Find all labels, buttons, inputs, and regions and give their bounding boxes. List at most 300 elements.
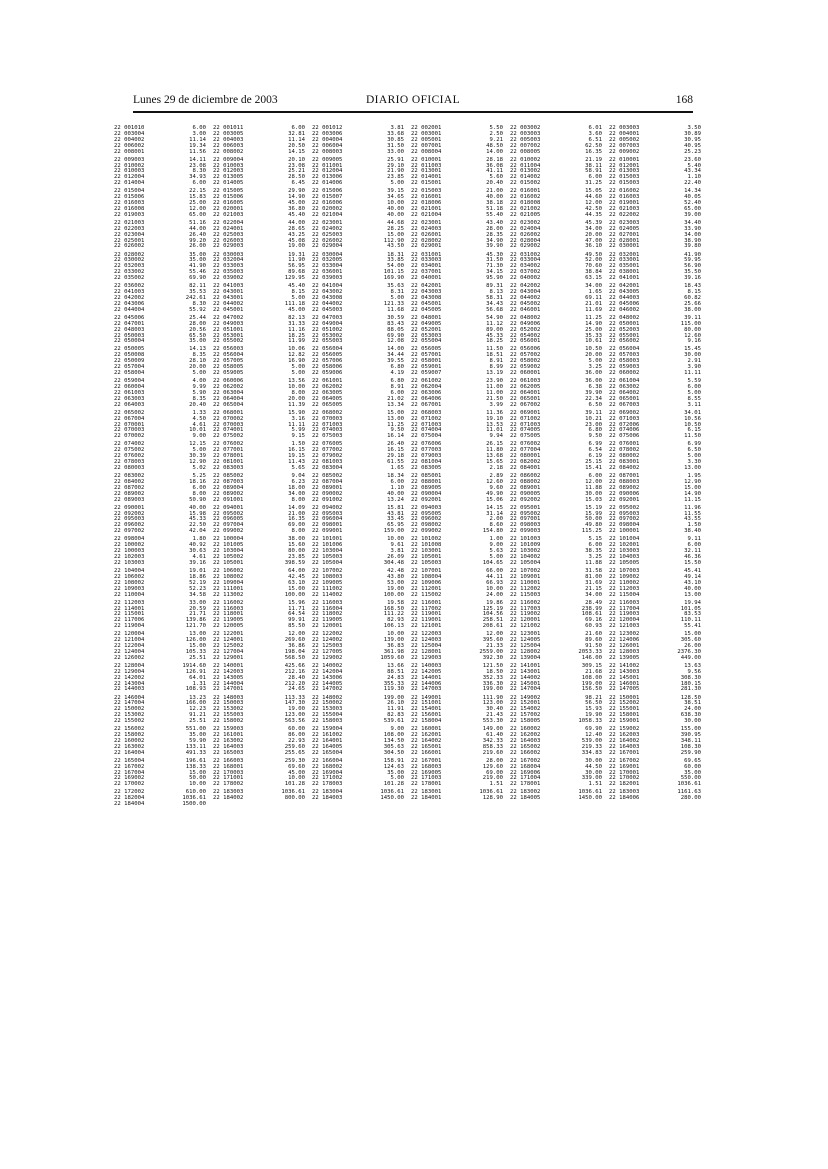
item-code: 22 167001 <box>609 749 640 756</box>
item-price: 11.69 <box>585 306 602 313</box>
item-code: 22 056004 <box>312 346 343 353</box>
item-price: 71.30 <box>486 263 503 270</box>
item-price: 1.10 <box>390 484 404 491</box>
item-price: 16.15 <box>387 447 404 454</box>
item-price: 19.86 <box>486 599 503 606</box>
item-price: 199.00 <box>482 686 503 693</box>
table-row <box>114 213 213 219</box>
item-code: 22 085002 <box>312 473 343 480</box>
item-price: 5.00 <box>687 453 701 460</box>
item-code: 22 163002 <box>213 737 244 744</box>
item-price: 14.00 <box>387 346 404 353</box>
item-code: 22 043003 <box>411 289 442 296</box>
item-price: 14.11 <box>189 156 206 163</box>
item-price: 48.50 <box>486 142 503 149</box>
item-price: 339.00 <box>581 775 602 782</box>
table-row <box>114 561 213 567</box>
item-code: 22 091001 <box>213 496 244 503</box>
item-code: 22 161002 <box>312 732 343 739</box>
item-price: 8.00 <box>291 389 305 396</box>
table-row <box>213 339 312 345</box>
item-code: 22 092002 <box>114 510 145 517</box>
item-code: 22 105004 <box>510 559 541 566</box>
tariff-table <box>114 126 708 808</box>
item-price: 35.63 <box>387 283 404 290</box>
item-price: 3.30 <box>687 459 701 466</box>
item-code: 22 095003 <box>114 516 145 523</box>
item-code: 22 062005 <box>510 384 541 391</box>
item-code: 22 046001 <box>510 306 541 313</box>
item-code: 22 109004 <box>213 579 244 586</box>
item-price: 125.19 <box>482 605 503 612</box>
item-code: 22 103002 <box>510 548 541 555</box>
item-price: 3.81 <box>390 548 404 555</box>
item-code: 22 006003 <box>213 142 244 149</box>
item-price: 40.00 <box>387 205 404 212</box>
item-price: 24.00 <box>684 706 701 713</box>
item-price: 6.15 <box>687 427 701 434</box>
item-code: 22 003003 <box>609 125 640 131</box>
item-code: 22 075005 <box>510 433 541 440</box>
item-code: 22 148002 <box>312 694 343 701</box>
item-code: 22 021005 <box>510 211 541 218</box>
item-price: 30.00 <box>684 352 701 359</box>
item-code: 22 078001 <box>213 453 244 460</box>
table-row <box>312 593 411 599</box>
item-code: 22 050003 <box>114 332 145 339</box>
table-row <box>213 498 312 504</box>
item-price: 5.00 <box>390 775 404 782</box>
item-code: 22 013005 <box>213 174 244 181</box>
item-price: 39.11 <box>684 314 701 321</box>
item-code: 22 150002 <box>312 700 343 707</box>
item-code: 22 003006 <box>312 130 343 137</box>
item-price: 15.90 <box>288 409 305 416</box>
item-price: 9.00 <box>390 726 404 733</box>
table-row <box>213 529 312 535</box>
item-price: 156.50 <box>581 686 602 693</box>
item-code: 22 055002 <box>213 338 244 345</box>
item-price: 82.93 <box>387 617 404 624</box>
table-row <box>213 244 312 250</box>
table-row <box>510 434 609 440</box>
item-code: 22 045001 <box>411 300 442 307</box>
item-price: 4.19 <box>390 370 404 377</box>
item-price: 100.00 <box>383 591 404 598</box>
item-price: 124.63 <box>383 763 404 770</box>
item-price: 1.00 <box>489 536 503 543</box>
item-code: 22 089003 <box>114 496 145 503</box>
item-price: 21.60 <box>585 631 602 638</box>
item-code: 22 043001 <box>213 294 244 301</box>
item-price: 69.90 <box>189 275 206 282</box>
item-price: 38.35 <box>585 548 602 555</box>
item-price: 35.33 <box>585 332 602 339</box>
item-price: 5.00 <box>291 364 305 371</box>
item-code: 22 051002 <box>312 326 343 333</box>
item-code: 22 161001 <box>213 732 244 739</box>
item-code: 22 076001 <box>609 441 640 448</box>
table-column <box>411 126 510 808</box>
item-price: 304.50 <box>383 749 404 756</box>
item-price: 18.00 <box>288 484 305 491</box>
item-price: 95.90 <box>486 275 503 282</box>
item-price: 10.06 <box>288 346 305 353</box>
item-code: 22 099001 <box>312 528 343 535</box>
item-code: 22 024002 <box>312 225 343 232</box>
item-price: 11.88 <box>585 559 602 566</box>
item-price: 19.15 <box>288 453 305 460</box>
item-price: 104.56 <box>482 611 503 618</box>
item-price: 22.15 <box>189 188 206 195</box>
item-code: 22 144004 <box>213 680 244 687</box>
item-price: 19.01 <box>189 567 206 574</box>
table-row <box>114 656 213 662</box>
item-price: 21.33 <box>486 643 503 650</box>
item-code: 22 092001 <box>411 496 442 503</box>
item-price: 11.90 <box>288 257 305 264</box>
table-row <box>411 529 510 535</box>
item-price: 242.61 <box>185 294 206 301</box>
item-code: 22 112003 <box>114 599 145 606</box>
item-code: 22 008005 <box>510 148 541 155</box>
item-price: 51.16 <box>189 219 206 226</box>
item-code: 22 172002 <box>114 789 145 796</box>
item-price: 9.15 <box>291 433 305 440</box>
item-code: 22 015006 <box>213 194 244 201</box>
item-price: 123.00 <box>482 700 503 707</box>
item-code: 22 110004 <box>114 591 145 598</box>
item-price: 83.53 <box>684 611 701 618</box>
item-price: 69.00 <box>486 769 503 776</box>
item-price: 21.50 <box>486 395 503 402</box>
item-price: 9.50 <box>390 427 404 434</box>
item-code: 22 115001 <box>114 611 145 618</box>
item-code: 22 015004 <box>114 188 145 195</box>
item-price: 6.00 <box>291 125 305 131</box>
item-price: 45.41 <box>684 567 701 574</box>
item-price: 1450.00 <box>578 795 602 802</box>
item-code: 22 184003 <box>312 795 343 802</box>
item-price: 1.51 <box>588 781 602 788</box>
table-row <box>609 339 708 345</box>
item-code: 22 070002 <box>114 433 145 440</box>
item-price: 129.95 <box>284 275 305 282</box>
item-price: 101.28 <box>284 781 305 788</box>
item-price: 63.10 <box>288 579 305 586</box>
item-code: 22 107001 <box>411 567 442 574</box>
item-price: 33.00 <box>189 599 206 606</box>
item-code: 22 164001 <box>312 737 343 744</box>
item-code: 22 116003 <box>609 599 640 606</box>
item-price: 44.68 <box>387 219 404 226</box>
item-code: 22 053003 <box>411 332 442 339</box>
item-code: 22 103004 <box>312 548 343 555</box>
item-price: 10.21 <box>585 415 602 422</box>
item-price: 14.15 <box>288 148 305 155</box>
item-code: 22 032003 <box>114 263 145 270</box>
item-code: 22 128002 <box>510 648 541 655</box>
item-price: 5.59 <box>687 378 701 385</box>
item-code: 22 009005 <box>312 156 343 163</box>
item-code: 22 050005 <box>114 346 145 353</box>
item-code: 22 043002 <box>312 289 343 296</box>
page-header <box>133 94 693 110</box>
item-code: 22 144001 <box>411 674 442 681</box>
item-code: 22 109002 <box>609 573 640 580</box>
item-price: 6.00 <box>192 125 206 131</box>
item-code: 22 035003 <box>213 269 244 276</box>
table-row <box>312 244 411 250</box>
item-price: 39.80 <box>684 243 701 250</box>
item-code: 22 045002 <box>510 300 541 307</box>
item-price: 5.00 <box>390 180 404 187</box>
item-code: 22 014005 <box>213 180 244 187</box>
table-row <box>609 687 708 693</box>
item-code: 22 056005 <box>411 346 442 353</box>
item-code: 22 111001 <box>213 585 244 592</box>
item-code: 22 061001 <box>312 378 343 385</box>
item-price: 8.60 <box>489 522 503 529</box>
table-row <box>213 403 312 409</box>
item-code: 22 012004 <box>114 174 145 181</box>
item-price: 5.00 <box>489 554 503 560</box>
item-price: 31.14 <box>486 510 503 517</box>
item-price: 42.50 <box>585 205 602 212</box>
table-row <box>411 624 510 630</box>
item-code: 22 143004 <box>114 680 145 687</box>
table-row <box>510 308 609 314</box>
item-code: 22 143006 <box>312 674 343 681</box>
item-price: 16.14 <box>387 433 404 440</box>
item-code: 22 158004 <box>411 718 442 725</box>
item-code: 22 155003 <box>213 712 244 719</box>
item-price: 6.23 <box>291 478 305 485</box>
item-code: 22 060002 <box>609 370 640 377</box>
item-price: 35.00 <box>189 257 206 264</box>
item-price: 1.31 <box>192 680 206 687</box>
item-code: 22 183003 <box>213 789 244 796</box>
item-code: 22 074006 <box>609 427 640 434</box>
item-code: 22 016003 <box>114 200 145 207</box>
item-code: 22 069002 <box>609 409 640 416</box>
item-code: 22 139004 <box>510 654 541 661</box>
header-publication-title: DIARIO OFICIAL <box>365 94 461 106</box>
item-code: 22 040002 <box>510 275 541 282</box>
item-code: 22 097002 <box>114 528 145 535</box>
item-price: 15.41 <box>585 464 602 471</box>
item-code: 22 008003 <box>312 148 343 155</box>
item-price: 1914.60 <box>182 662 206 669</box>
item-code: 22 096004 <box>312 516 343 523</box>
item-price: 5.63 <box>489 548 503 555</box>
item-code: 22 117004 <box>609 605 640 612</box>
item-price: 51.18 <box>486 205 503 212</box>
item-price: 12.15 <box>189 441 206 448</box>
table-row <box>312 561 411 567</box>
item-code: 22 058005 <box>213 364 244 371</box>
item-price: 21.02 <box>387 395 404 402</box>
item-price: 9.56 <box>687 668 701 675</box>
item-price: 58.91 <box>585 168 602 175</box>
item-price: 4.61 <box>192 421 206 428</box>
item-price: 3.11 <box>687 401 701 408</box>
item-price: 6.00 <box>588 542 602 549</box>
table-row <box>411 593 510 599</box>
item-price: 800.00 <box>284 795 305 802</box>
item-price: 52.40 <box>684 200 701 207</box>
item-code: 22 058001 <box>411 358 442 365</box>
item-price: 115.00 <box>680 320 701 327</box>
item-price: 31.58 <box>585 567 602 574</box>
item-code: 22 048003 <box>114 326 145 333</box>
item-code: 22 111002 <box>312 585 343 592</box>
item-price: 8.35 <box>192 352 206 359</box>
item-code: 22 007001 <box>411 142 442 149</box>
item-code: 22 063006 <box>411 389 442 396</box>
item-code: 22 142005 <box>411 668 442 675</box>
item-price: 1.65 <box>588 289 602 296</box>
table-row <box>312 150 411 156</box>
item-code: 22 050008 <box>114 352 145 359</box>
item-code: 22 122004 <box>114 643 145 650</box>
item-price: 10.01 <box>189 427 206 434</box>
item-code: 22 105005 <box>609 559 640 566</box>
item-code: 22 044004 <box>114 306 145 313</box>
item-code: 22 028002 <box>114 251 145 258</box>
item-price: 34.15 <box>486 269 503 276</box>
item-price: 58.31 <box>486 294 503 301</box>
table-row <box>510 150 609 156</box>
item-code: 22 009002 <box>609 148 640 155</box>
item-code: 22 156002 <box>114 726 145 733</box>
item-code: 22 124001 <box>213 637 244 644</box>
item-price: 5.25 <box>192 473 206 480</box>
item-price: 10.61 <box>585 338 602 345</box>
item-code: 22 097004 <box>213 522 244 529</box>
item-price: 40.00 <box>189 504 206 511</box>
item-code: 22 046002 <box>609 306 640 313</box>
item-price: 86.00 <box>288 732 305 739</box>
item-price: 56.68 <box>486 306 503 313</box>
item-code: 22 127005 <box>312 648 343 655</box>
item-price: 19.00 <box>288 706 305 713</box>
item-price: 36.00 <box>585 370 602 377</box>
item-price: 89.00 <box>486 326 503 333</box>
item-code: 22 004002 <box>114 136 145 143</box>
item-price: 28.25 <box>387 225 404 232</box>
table-row <box>213 751 312 757</box>
item-price: 1036.61 <box>479 789 503 796</box>
item-price: 25.21 <box>288 168 305 175</box>
item-price: 111.90 <box>482 694 503 701</box>
item-code: 22 058002 <box>510 358 541 365</box>
item-price: 81.00 <box>585 573 602 580</box>
item-code: 22 096002 <box>411 516 442 523</box>
item-code: 22 154002 <box>510 706 541 713</box>
item-price: 88.05 <box>387 326 404 333</box>
item-price: 3.99 <box>489 401 503 408</box>
item-price: 12.00 <box>486 631 503 638</box>
item-code: 22 058006 <box>312 364 343 371</box>
item-code: 22 169004 <box>312 769 343 776</box>
item-price: 69.16 <box>585 617 602 624</box>
item-code: 22 077003 <box>411 447 442 454</box>
item-code: 22 101003 <box>510 536 541 543</box>
table-row <box>411 339 510 345</box>
item-code: 22 057006 <box>312 358 343 365</box>
item-price: 30.00 <box>585 490 602 497</box>
item-price: 8.30 <box>192 168 206 175</box>
table-row <box>213 371 312 377</box>
item-price: 11.01 <box>486 427 503 434</box>
item-price: 1.50 <box>291 441 305 448</box>
item-price: 255.65 <box>284 749 305 756</box>
item-code: 22 012004 <box>312 168 343 175</box>
item-price: 69.11 <box>585 294 602 301</box>
table-row <box>114 150 213 156</box>
item-code: 22 102001 <box>609 542 640 549</box>
item-price: 32.81 <box>288 130 305 137</box>
item-code: 22 060001 <box>510 370 541 377</box>
item-code: 22 164003 <box>609 743 640 750</box>
item-price: 61.55 <box>387 459 404 466</box>
item-price: 2.50 <box>489 130 503 137</box>
item-code: 22 144006 <box>411 680 442 687</box>
table-row <box>312 624 411 630</box>
header-date: Lunes 29 de diciembre de 2003 <box>133 94 278 106</box>
item-price: 18.25 <box>486 338 503 345</box>
item-price: 8.31 <box>390 289 404 296</box>
item-code: 22 024001 <box>213 225 244 232</box>
item-code: 22 098004 <box>114 536 145 543</box>
item-price: 348.11 <box>680 737 701 744</box>
table-row <box>510 403 609 409</box>
item-code: 22 029002 <box>510 243 541 250</box>
item-code: 22 081001 <box>213 459 244 466</box>
item-price: 43.50 <box>387 243 404 250</box>
item-price: 11.11 <box>684 370 701 377</box>
item-code: 22 119002 <box>510 611 541 618</box>
item-price: 49.14 <box>684 573 701 580</box>
item-price: 15.05 <box>585 188 602 195</box>
item-price: 24.65 <box>288 686 305 693</box>
item-price: 31.50 <box>387 142 404 149</box>
item-code: 22 039003 <box>312 275 343 282</box>
item-code: 22 092002 <box>510 496 541 503</box>
item-code: 22 116004 <box>312 605 343 612</box>
item-price: 19.00 <box>387 585 404 592</box>
item-price: 69.60 <box>288 763 305 770</box>
item-code: 22 047001 <box>114 320 145 327</box>
item-code: 22 059006 <box>312 370 343 377</box>
table-row <box>411 371 510 377</box>
item-price: 219.60 <box>482 749 503 756</box>
item-price: 11.25 <box>387 421 404 428</box>
item-code: 22 034001 <box>411 263 442 270</box>
item-code: 22 089001 <box>510 484 541 491</box>
item-code: 22 056001 <box>510 338 541 345</box>
item-code: 22 087004 <box>312 478 343 485</box>
item-price: 15.83 <box>189 194 206 201</box>
item-code: 22 092001 <box>609 496 640 503</box>
item-code: 22 069001 <box>510 409 541 416</box>
item-code: 22 043005 <box>609 289 640 296</box>
item-code: 22 105004 <box>312 559 343 566</box>
item-price: 3.90 <box>687 364 701 371</box>
item-code: 22 006002 <box>114 142 145 149</box>
table-row <box>213 719 312 725</box>
